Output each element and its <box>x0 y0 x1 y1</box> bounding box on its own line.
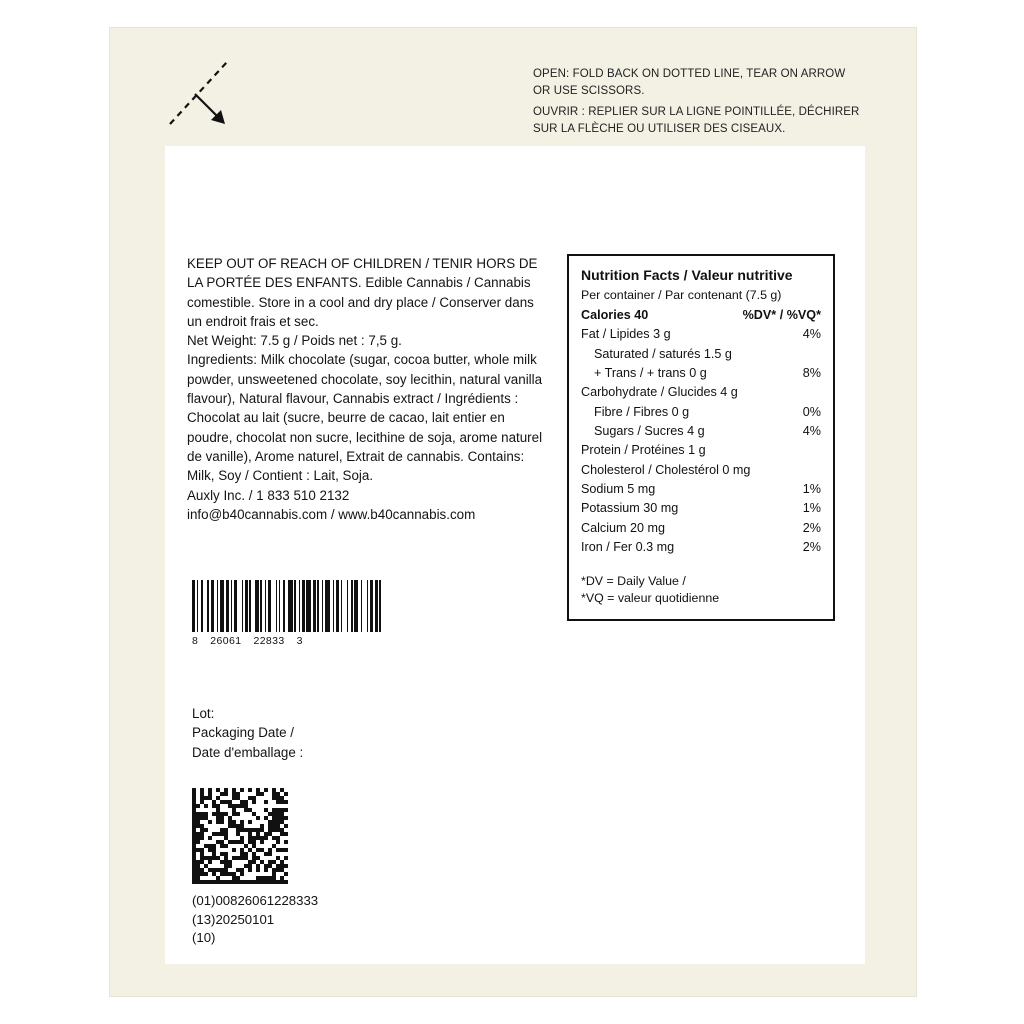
packaging-date-label-fr: Date d'emballage : <box>192 744 304 760</box>
nutrition-row-label: Protein / Protéines 1 g <box>581 443 706 458</box>
nutrition-row-label: Fat / Lipides 3 g <box>581 327 671 342</box>
nutrition-row-label: Iron / Fer 0.3 mg <box>581 540 675 555</box>
nutrition-row-label: Calories 40 <box>581 307 649 322</box>
company-text: Auxly Inc. / 1 833 510 2132 <box>187 487 350 503</box>
nutrition-row <box>581 421 821 440</box>
nutrition-facts-panel <box>567 254 835 621</box>
nutrition-serving: Per container / Par contenant (7.5 g) <box>581 288 782 303</box>
nutrition-row-dv: 8% <box>802 365 821 380</box>
contact-text: info@b40cannabis.com / www.b40cannabis.com <box>187 506 476 522</box>
barcode-digit-0: 8 <box>192 635 199 647</box>
nutrition-row-dv: 4% <box>802 423 821 438</box>
left-text-panel <box>187 254 547 524</box>
gtin-code: (01)00826061228333 <box>192 893 319 908</box>
nutrition-row-dv: 2% <box>802 520 821 535</box>
footnote-line-1: *DV = Daily Value / <box>581 573 686 588</box>
nutrition-row-dv: 1% <box>802 501 821 516</box>
datamatrix-area <box>192 788 318 948</box>
barcode-digit-3: 3 <box>296 635 303 647</box>
barcode-digits <box>192 635 412 647</box>
nutrition-row <box>581 499 821 518</box>
nutrition-footnote <box>581 573 821 607</box>
nutrition-row-dv: 2% <box>802 540 821 555</box>
nutrition-row-dv: 4% <box>802 327 821 342</box>
nutrition-row <box>581 383 821 402</box>
barcode-bars <box>192 580 412 632</box>
nutrition-row <box>581 344 821 363</box>
date-code: (13)20250101 <box>192 911 275 927</box>
upc-barcode <box>192 580 412 647</box>
package-background <box>110 28 916 996</box>
nutrition-row-label: Cholesterol / Cholestérol 0 mg <box>581 462 751 477</box>
nutrition-row-label: Saturated / saturés 1.5 g <box>594 346 732 361</box>
open-instructions-french: OUVRIR : REPLIER SUR LA LIGNE POINTILLÉE, DÉCHIRER SUR LA FLÈCHE OU UTILISER DES CISEAUX. <box>533 106 860 136</box>
barcode-digit-2: 22833 <box>253 635 285 647</box>
nutrition-row <box>581 441 821 460</box>
ingredients-text: Ingredients: Milk chocolate (sugar, cocoa butter, whole milk powder, unsweetened chocolate, soy lecithin, natural vanilla flavour), Natural flavour, Cannabis extract / Ingrédients : Chocolat au lait (sucre, beurre de cacao, lait entier en poudre, chocolat non sucre, lecithine de soja, arome naturel de vanille), Arome naturel, Extrait de cannabis. Contains: Milk, Soy / Contient : Lait, Soja. <box>187 352 543 484</box>
nutrition-row <box>581 538 821 557</box>
nutrition-row-label: Fibre / Fibres 0 g <box>594 404 690 419</box>
barcode-digit-1: 26061 <box>210 635 242 647</box>
lot-block <box>192 704 303 762</box>
open-instructions <box>533 66 863 138</box>
nutrition-row-label: Sodium 5 mg <box>581 482 656 497</box>
nutrition-row-label: + Trans / + trans 0 g <box>594 365 707 380</box>
nutrition-row-label: Calcium 20 mg <box>581 520 665 535</box>
lot-label: Lot: <box>192 706 215 721</box>
tear-arrow-icon <box>165 56 245 136</box>
nutrition-row <box>581 480 821 499</box>
nutrition-row-label: Sugars / Sucres 4 g <box>594 423 705 438</box>
nutrition-row-dv: 0% <box>802 404 821 419</box>
packaging-date-label-en: Packaging Date / <box>192 725 294 741</box>
lot-code: (10) <box>192 930 216 946</box>
nutrition-row <box>581 518 821 537</box>
footnote-line-2: *VQ = valeur quotidienne <box>581 591 720 606</box>
nutrition-row-label: Carbohydrate / Glucides 4 g <box>581 385 738 400</box>
nutrition-row <box>581 363 821 382</box>
nutrition-title: Nutrition Facts / Valeur nutritive <box>581 267 793 283</box>
nutrition-rows <box>581 305 821 557</box>
net-weight-text: Net Weight: 7.5 g / Poids net : 7,5 g. <box>187 333 402 349</box>
nutrition-row-label: Potassium 30 mg <box>581 501 679 516</box>
nutrition-row <box>581 325 821 344</box>
open-instructions-english: OPEN: FOLD BACK ON DOTTED LINE, TEAR ON ARROW OR USE SCISSORS. <box>533 68 846 97</box>
nutrition-row <box>581 460 821 479</box>
child-warning-text: KEEP OUT OF REACH OF CHILDREN / TENIR HORS DE LA PORTÉE DES ENFANTS. Edible Cannabis / Cannabis comestible. Store in a cool and dry place / Conserver dans un endroit frais et sec. <box>187 256 538 329</box>
datamatrix-code <box>192 788 288 884</box>
nutrition-dv-header: %DV* / %VQ* <box>742 307 821 322</box>
nutrition-row <box>581 305 821 324</box>
nutrition-row-dv: 1% <box>802 482 821 497</box>
nutrition-row <box>581 402 821 421</box>
datamatrix-code-text <box>192 892 318 948</box>
